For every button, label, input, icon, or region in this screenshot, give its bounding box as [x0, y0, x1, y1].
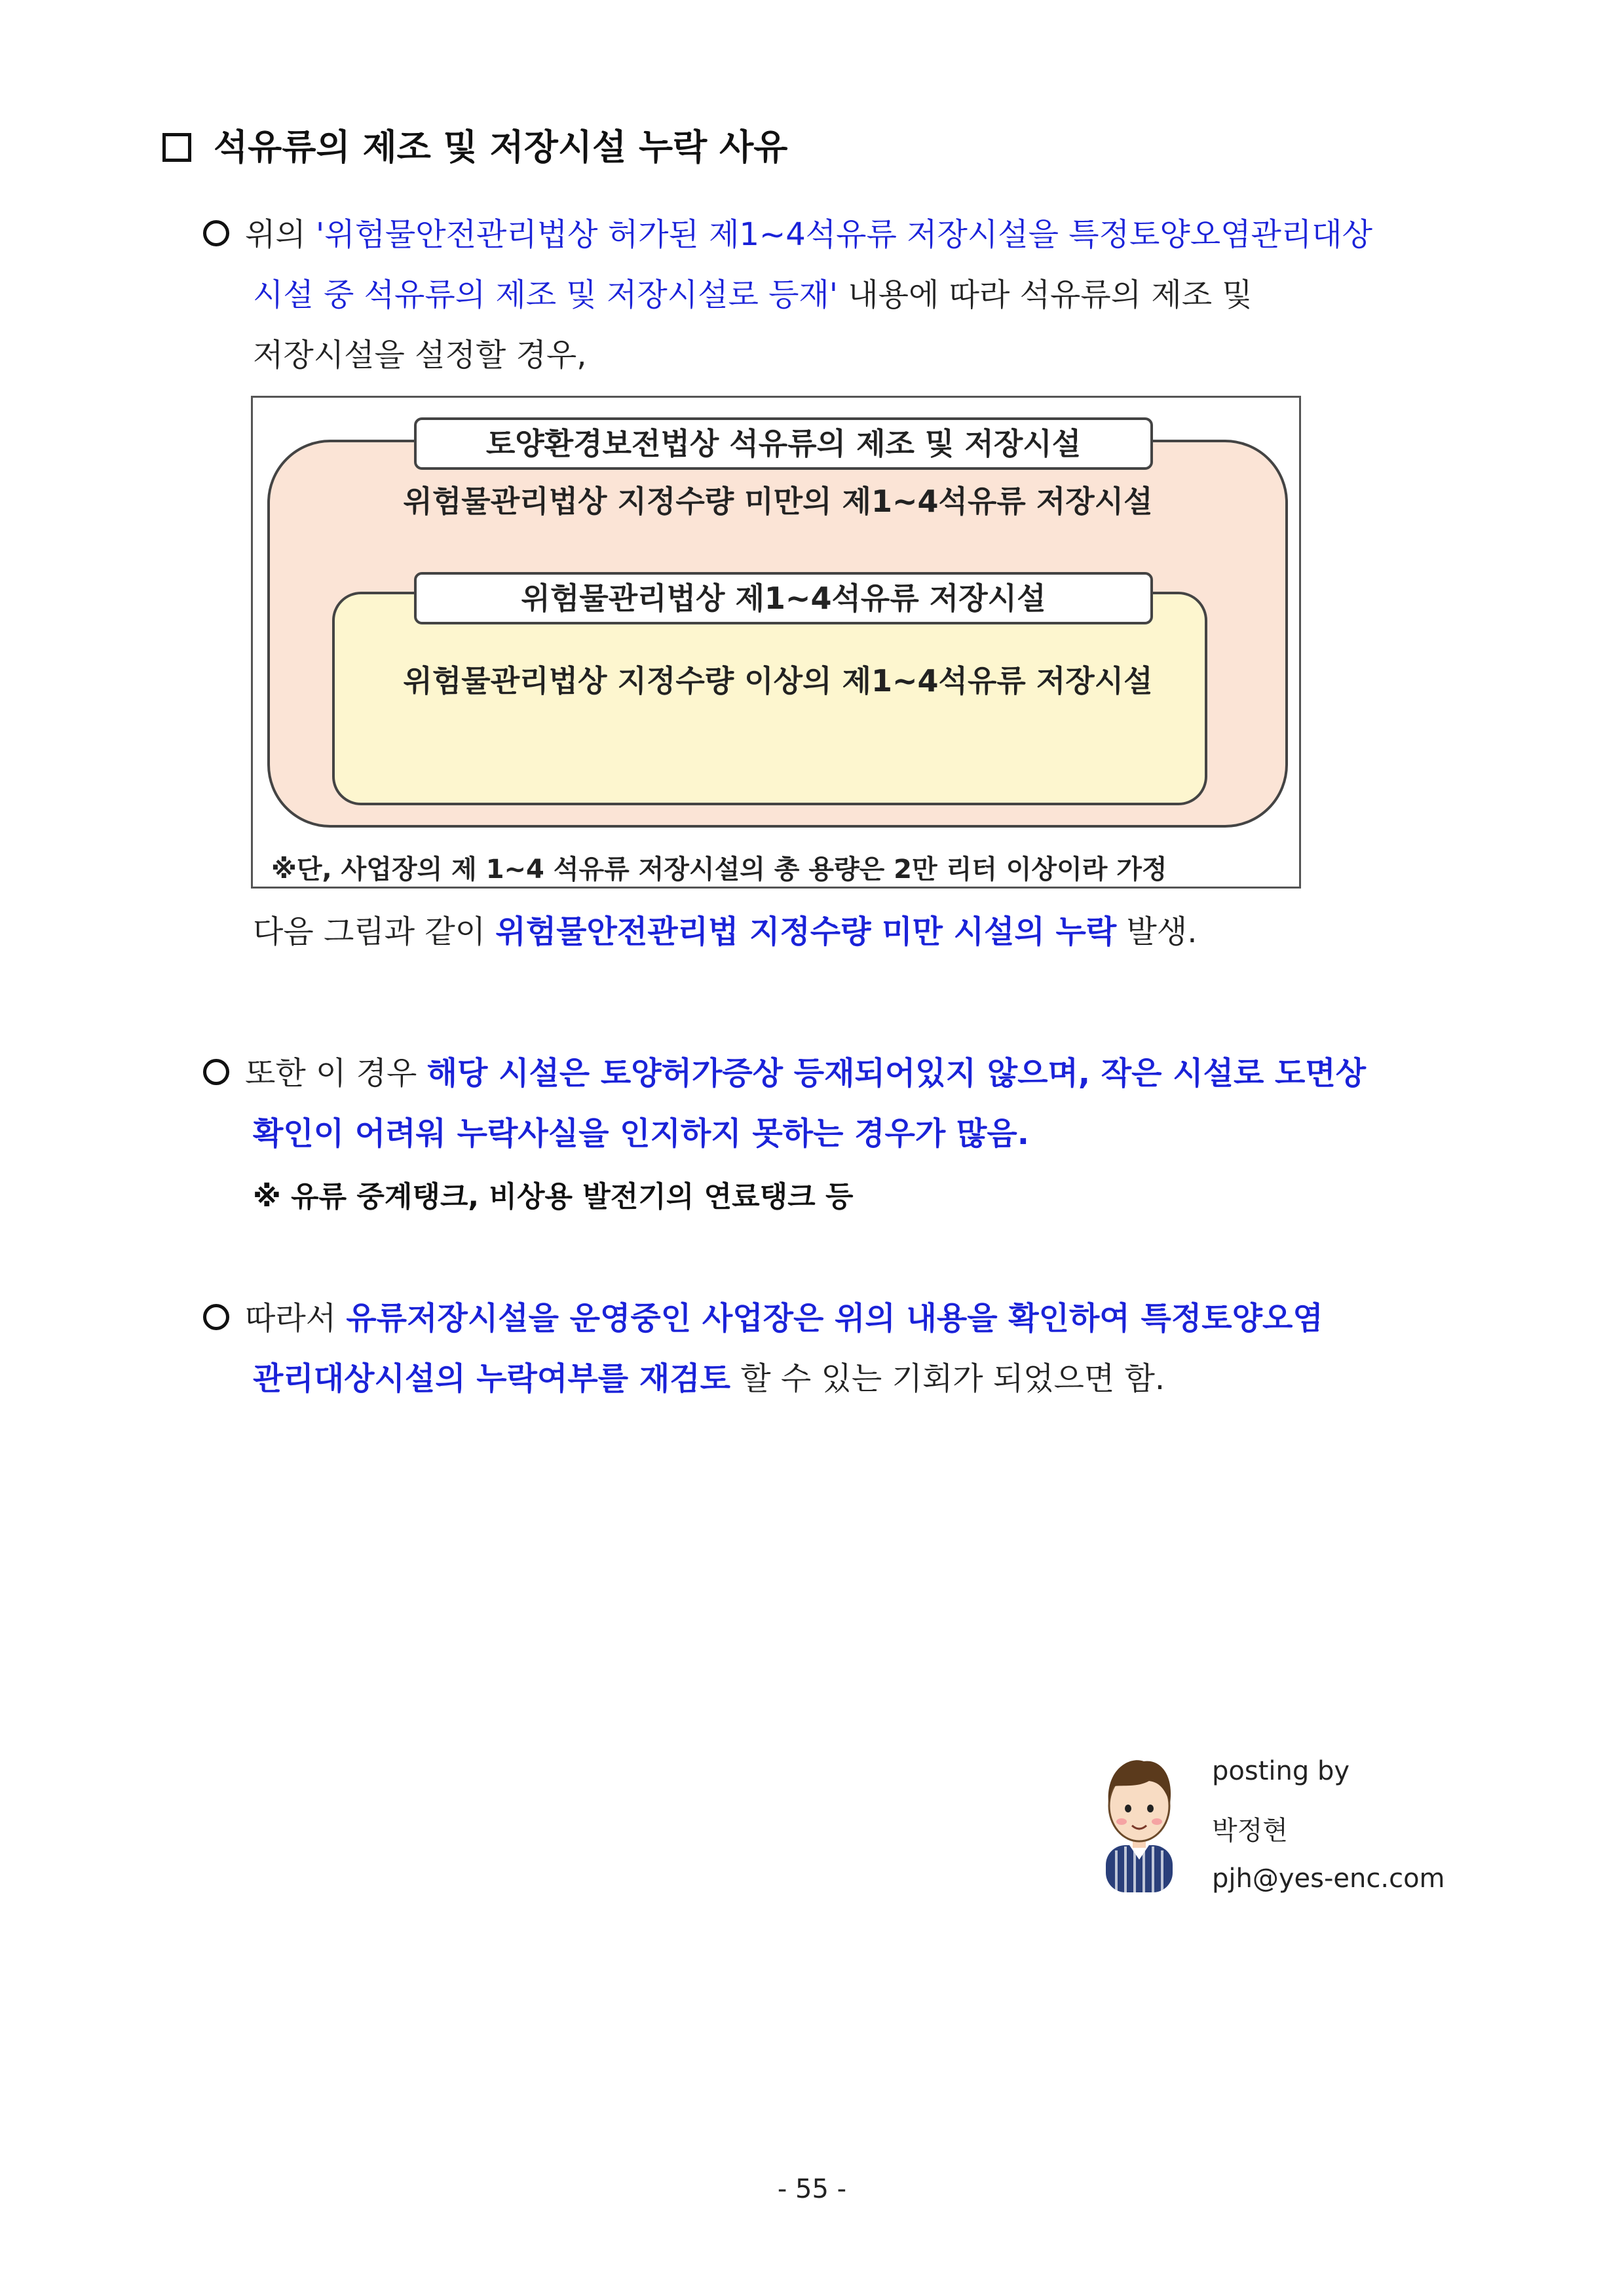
circle-bullet-icon	[203, 1304, 229, 1330]
author-name: 박정현	[1212, 1816, 1288, 1846]
posting-by: posting by	[1212, 1756, 1350, 1786]
page-number: - 55 -	[777, 2174, 847, 2204]
storage-facility-diagram	[251, 396, 1301, 889]
para2-line2: 확인이 어려워 누락사실을 인지하지 못하는 경우가 많음.	[253, 1115, 1029, 1152]
inner-label: 위험물관리법상 제1~4석유류 저장시설	[414, 572, 1153, 624]
para1-line2: 시설 중 석유류의 제조 및 저장시설로 등재' 내용에 따라 석유류의 제조 및	[253, 277, 1253, 313]
para1-conclusion: 다음 그림과 같이 위험물안전관리법 지정수량 미만 시설의 누락 발생.	[253, 913, 1198, 950]
figure-note: ※단, 사업장의 제 1~4 석유류 저장시설의 총 용량은 2만 리터 이상이라 가정	[271, 854, 1167, 885]
outer-text: 위험물관리법상 지정수량 미만의 제1~4석유류 저장시설	[403, 484, 1153, 519]
para3-line1: 따라서 유류저장시설을 운영중인 사업장은 위의 내용을 확인하여 특정토양오염	[203, 1288, 1323, 1349]
circle-bullet-icon	[203, 1059, 229, 1085]
section-heading-text: 석유류의 제조 및 저장시설 누락 사유	[214, 126, 788, 168]
para1-line3: 저장시설을 설정할 경우,	[253, 337, 587, 373]
para1-line1: 위의 '위험물안전관리법상 허가된 제1~4석유류 저장시설을 특정토양오염관리대상	[203, 204, 1372, 265]
checkbox-square-icon	[162, 133, 191, 162]
author-avatar-icon	[1097, 1748, 1182, 1892]
inner-text: 위험물관리법상 지정수량 이상의 제1~4석유류 저장시설	[403, 663, 1153, 698]
author-email: pjh@yes-enc.com	[1212, 1864, 1445, 1894]
para3-line2: 관리대상시설의 누락여부를 재검토 할 수 있는 기회가 되었으면 함.	[253, 1360, 1165, 1397]
para2-note: ※ 유류 중계탱크, 비상용 발전기의 연료탱크 등	[253, 1180, 854, 1214]
section-heading	[162, 119, 787, 170]
para2-line1: 또한 이 경우 해당 시설은 토양허가증상 등재되어있지 않으며, 작은 시설로 도면상	[203, 1043, 1366, 1103]
outer-label: 토양환경보전법상 석유류의 제조 및 저장시설	[414, 417, 1153, 470]
circle-bullet-icon	[203, 220, 229, 246]
